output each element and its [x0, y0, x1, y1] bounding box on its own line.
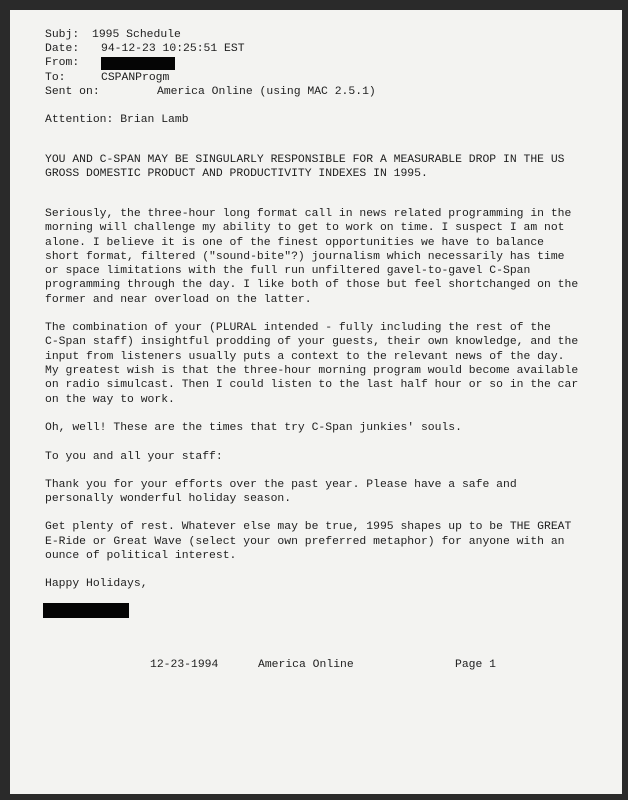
body-line: or space limitations with the full run unfiltered gavel-to-gavel C-Span: [45, 265, 531, 277]
sent-row: [45, 85, 376, 99]
footer-date: 12-23-1994: [150, 659, 219, 671]
footer-service: America Online: [258, 659, 354, 671]
body-line: Oh, well! These are the times that try C-Span junkies' souls.: [45, 422, 462, 434]
to-row: [45, 71, 170, 85]
to-label: To:: [45, 72, 66, 84]
body-line: Thank you for your efforts over the past year. Please have a safe and: [45, 479, 517, 491]
sent-label: Sent on:: [45, 86, 100, 98]
body-line: My greatest wish is that the three-hour morning program would become available: [45, 365, 579, 377]
date-label: Date:: [45, 43, 80, 55]
body-line: on the way to work.: [45, 394, 175, 406]
document-page: [10, 10, 622, 794]
attention-line: Attention: Brian Lamb: [45, 114, 189, 126]
body-line: To you and all your staff:: [45, 451, 223, 463]
subject-label: Subj:: [45, 29, 80, 41]
body-line: morning will challenge my ability to get to work on time. I suspect I am not: [45, 222, 565, 234]
body-line: Get plenty of rest. Whatever else may be true, 1995 shapes up to be THE GREAT: [45, 521, 572, 533]
date-row: [45, 42, 245, 56]
footer-page-number: Page 1: [455, 659, 497, 671]
body-line: GROSS DOMESTIC PRODUCT AND PRODUCTIVITY INDEXES IN 1995.: [45, 168, 428, 180]
body-line: C-Span staff) insightful prodding of your guests, their own knowledge, and the: [45, 336, 579, 348]
subject-row: [45, 28, 181, 42]
body-line: short format, filtered ("sound-bite"?) journalism which necessarily has time: [45, 251, 565, 263]
signature-redaction: [43, 603, 129, 618]
from-row: [45, 56, 79, 70]
body-line: Seriously, the three-hour long format call in news related programming in the: [45, 208, 572, 220]
body-line: alone. I believe it is one of the finest opportunities we have to balance: [45, 237, 544, 249]
body-line: input from listeners usually puts a context to the relevant news of the day.: [45, 351, 565, 363]
body-line: on radio simulcast. Then I could listen to the last half hour or so in the car: [45, 379, 579, 391]
body-line: ounce of political interest.: [45, 550, 237, 562]
body-line: E-Ride or Great Wave (select your own preferred metaphor) for anyone with an: [45, 536, 565, 548]
from-label: From:: [45, 57, 80, 69]
body-line: former and near overload on the latter.: [45, 294, 312, 306]
from-redaction: [101, 57, 175, 70]
body-line: The combination of your (PLURAL intended - fully including the rest of the: [45, 322, 551, 334]
body-line: YOU AND C-SPAN MAY BE SINGULARLY RESPONSIBLE FOR A MEASURABLE DROP IN THE US: [45, 154, 565, 166]
subject-value: 1995 Schedule: [92, 29, 181, 41]
body-line: personally wonderful holiday season.: [45, 493, 292, 505]
sent-value: America Online (using MAC 2.5.1): [157, 86, 376, 98]
body-line: programming through the day. I like both of those but feel shortchanged on the: [45, 279, 579, 291]
to-value: CSPANProgm: [101, 72, 170, 84]
date-value: 94-12-23 10:25:51 EST: [101, 43, 245, 55]
closing-line: Happy Holidays,: [45, 578, 148, 590]
